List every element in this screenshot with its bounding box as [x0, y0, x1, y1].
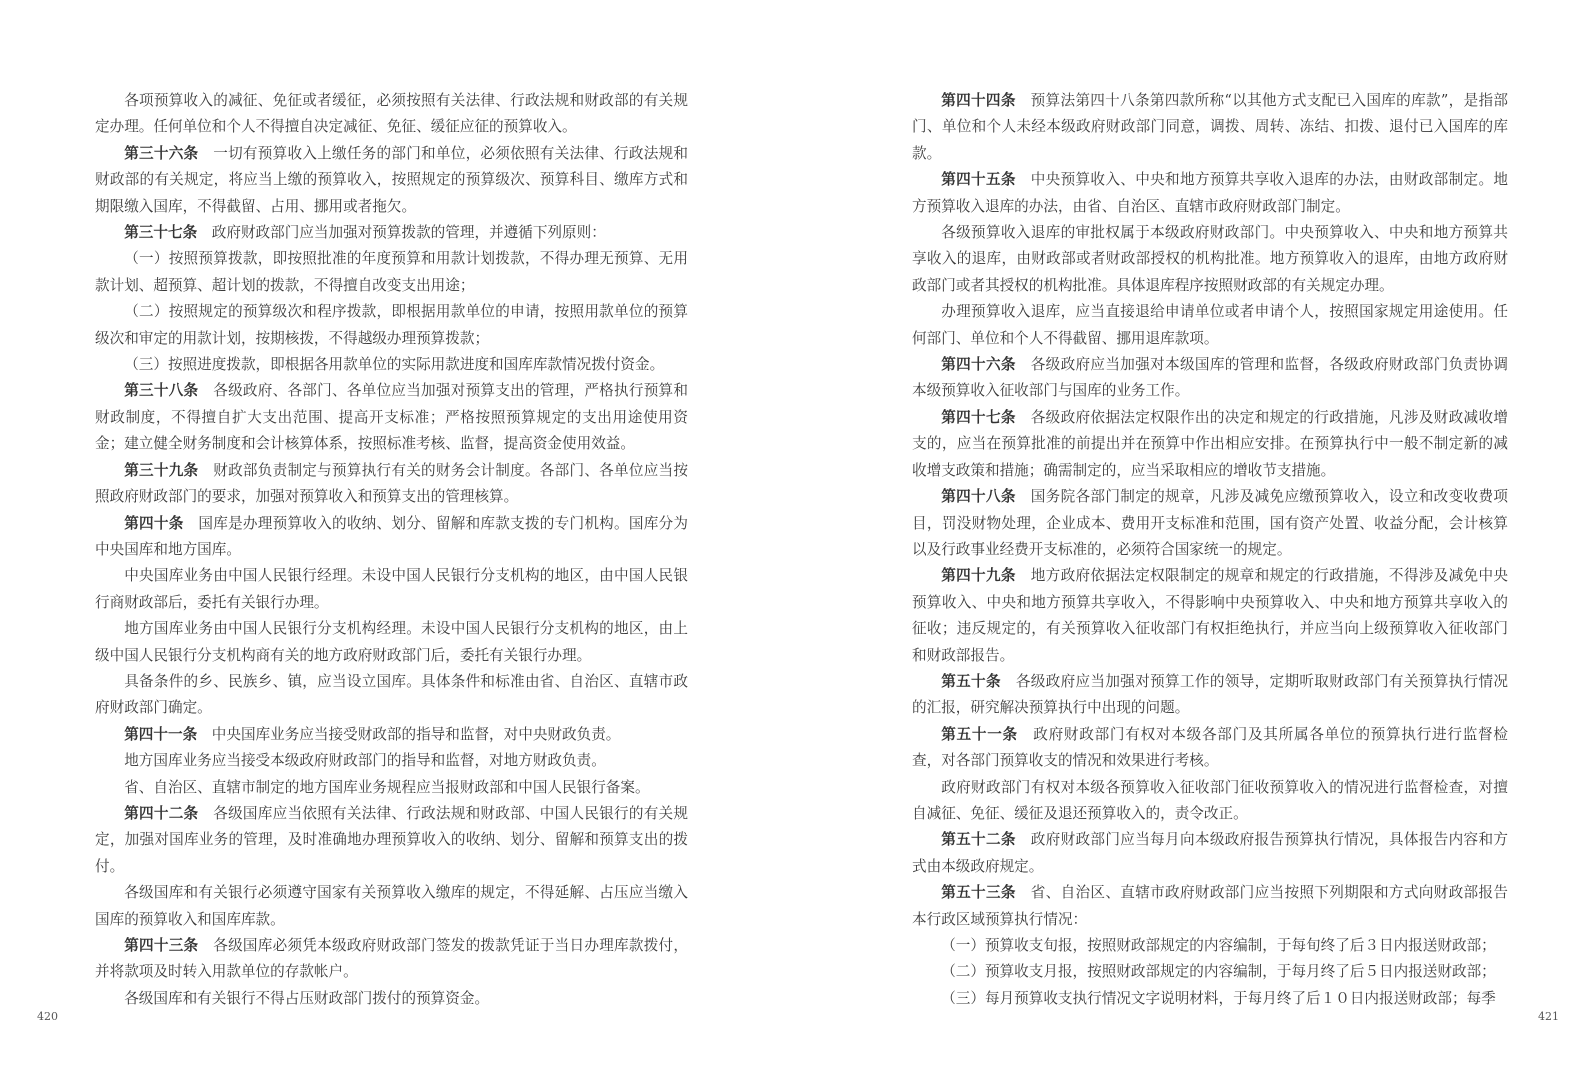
paragraph: [95, 722, 688, 748]
paragraph-text: 省、自治区、直辖市政府财政部门应当按照下列期限和方式向财政部报告本行政区域预算执行情况：: [912, 884, 1508, 928]
paragraph: [912, 880, 1508, 933]
paragraph-text: 具备条件的乡、民族乡、镇，应当设立国库。具体条件和标准由省、自治区、直辖市政府财政部门确定。: [95, 672, 688, 717]
article-number: 第四十九条: [941, 567, 1016, 585]
right-page-number: 421: [1538, 1010, 1559, 1023]
paragraph: [95, 986, 688, 1012]
paragraph: [95, 933, 688, 986]
article-number: 第四十四条: [941, 92, 1016, 109]
paragraph: [95, 511, 688, 564]
paragraph: [912, 167, 1508, 220]
paragraph-text: 各级政府依据法定权限作出的决定和规定的行政措施，凡涉及财政减收增支的，应当在预算批准的前提出并在预算中作出相应安排。在预算执行中一般不制定新的减收增支政策和措施；确需制定的，应当采取相应的增收节支措施。: [912, 408, 1508, 479]
paragraph: [95, 246, 688, 299]
paragraph: [912, 405, 1508, 484]
paragraph-text: 中央国库业务应当接受财政部的指导和监督，对中央财政负责。: [211, 725, 621, 743]
paragraph: [95, 220, 688, 246]
paragraph-text: 国务院各部门制定的规章，凡涉及减免应缴预算收入，设立和改变收费项目，罚没财物处理，企业成本、费用开支标准和范围，国有资产处置、收益分配，会计核算以及行政事业经费开支标准的，必须符合国家统一的规定。: [912, 488, 1508, 558]
right-page: [793, 0, 1587, 1077]
paragraph-text: （一）预算收支旬报，按照财政部规定的内容编制，于每旬终了后３日内报送财政部；: [941, 937, 1496, 954]
paragraph-text: 各级国库和有关银行必须遵守国家有关预算收入缴库的规定，不得延解、占压应当缴入国库的预算收入和国库库款。: [95, 884, 688, 928]
paragraph: [95, 669, 688, 722]
paragraph-text: 政府财政部门应当每月向本级政府报告预算执行情况，具体报告内容和方式由本级政府规定。: [912, 831, 1508, 875]
paragraph: [912, 220, 1508, 299]
paragraph: [95, 563, 688, 616]
paragraph-text: 各级国库必须凭本级政府财政部门签发的拨款凭证于当日办理库款拨付，并将款项及时转入用款单位的存款帐户。: [95, 937, 688, 981]
paragraph-text: （二）按照规定的预算级次和程序拨款，即根据用款单位的申请，按照用款单位的预算级次和审定的用款计划，按期核拨，不得越级办理预算拨款；: [95, 303, 688, 347]
paragraph: [912, 88, 1508, 167]
paragraph: [912, 933, 1508, 959]
paragraph-text: 各级政府、各部门、各单位应当加强对预算支出的管理，严格执行预算和财政制度，不得擅自扩大支出范围、提高开支标准；严格按照预算规定的支出用途使用资金；建立健全财务制度和会计核算体系，按照标准考核、监督，提高资金使用效益。: [95, 382, 688, 453]
article-number: 第三十七条: [124, 224, 198, 242]
left-page-number: 420: [37, 1010, 58, 1023]
paragraph-text: 各级国库和有关银行不得占压财政部门拨付的预算资金。: [124, 989, 490, 1007]
article-number: 第四十条: [124, 514, 184, 532]
paragraph-text: 预算法第四十八条第四款所称“以其他方式支配已入国库的库款”，是指部门、单位和个人未经本级政府财政部门同意，调拨、周转、冻结、扣拨、退付已入国库的库款。: [912, 92, 1508, 162]
article-number: 第四十一条: [124, 725, 198, 743]
paragraph-text: 省、自治区、直辖市制定的地方国库业务规程应当报财政部和中国人民银行备案。: [124, 778, 650, 796]
paragraph: [912, 775, 1508, 828]
article-number: 第三十八条: [124, 382, 199, 400]
paragraph: [912, 722, 1508, 775]
right-page-body: [912, 88, 1508, 1012]
paragraph-text: 各级政府应当加强对预算工作的领导，定期听取财政部门有关预算执行情况的汇报，研究解决预算执行中出现的问题。: [912, 672, 1508, 717]
paragraph: [95, 378, 688, 457]
paragraph: [95, 88, 688, 141]
paragraph-text: （二）预算收支月报，按照财政部规定的内容编制，于每月终了后５日内报送财政部；: [941, 963, 1496, 981]
article-number: 第四十八条: [941, 488, 1016, 506]
paragraph-text: （一）按照预算拨款，即按照批准的年度预算和用款计划拨款，不得办理无预算、无用款计划、超预算、超计划的拨款，不得擅自改变支出用途；: [95, 250, 688, 294]
article-number: 第五十三条: [941, 884, 1016, 902]
paragraph-text: 地方国库业务应当接受本级政府财政部门的指导和监督，对地方财政负责。: [124, 752, 606, 770]
paragraph: [912, 352, 1508, 405]
paragraph-text: 办理预算收入退库，应当直接退给申请单位或者申请个人，按照国家规定用途使用。任何部门、单位和个人不得截留、挪用退库款项。: [912, 303, 1508, 347]
paragraph-text: 一切有预算收入上缴任务的部门和单位，必须依照有关法律、行政法规和财政部的有关规定，将应当上缴的预算收入，按照规定的预算级次、预算科目、缴库方式和期限缴入国库，不得截留、占用、挪用或者拖欠。: [95, 144, 688, 215]
paragraph: [95, 880, 688, 933]
paragraph-text: 政府财政部门有权对本级各预算收入征收部门征收预算收入的情况进行监督检查，对擅自减征、免征、缓征及退还预算收入的，责令改正。: [912, 778, 1508, 822]
article-number: 第五十条: [941, 672, 1001, 690]
paragraph-text: 各级国库应当依照有关法律、行政法规和财政部、中国人民银行的有关规定，加强对国库业务的管理，及时准确地办理预算收入的收纳、划分、留解和预算支出的拨付。: [95, 804, 688, 875]
article-number: 第五十一条: [941, 725, 1018, 743]
paragraph-text: 各级政府应当加强对本级国库的管理和监督，各级政府财政部门负责协调本级预算收入征收部门与国库的业务工作。: [912, 356, 1508, 400]
paragraph: [912, 484, 1508, 563]
paragraph: [912, 299, 1508, 352]
article-number: 第四十二条: [124, 804, 199, 822]
paragraph-text: 中央预算收入、中央和地方预算共享收入退库的办法，由财政部制定。地方预算收入退库的办法，由省、自治区、直辖市政府财政部门制定。: [912, 171, 1508, 215]
paragraph: [95, 616, 688, 669]
article-number: 第四十六条: [941, 356, 1016, 374]
paragraph-text: 各级预算收入退库的审批权属于本级政府财政部门。中央预算收入、中央和地方预算共享收入的退库，由财政部或者财政部授权的机构批准。地方预算收入的退库，由地方政府财政部门或者其授权的机构批准。具体退库程序按照财政部的有关规定办理。: [912, 224, 1508, 294]
article-number: 第四十五条: [941, 171, 1016, 189]
paragraph: [95, 352, 688, 378]
left-page: [0, 0, 793, 1077]
paragraph: [95, 801, 688, 880]
paragraph-text: 中央国库业务由中国人民银行经理。未设中国人民银行分支机构的地区，由中国人民银行商财政部后，委托有关银行办理。: [95, 567, 688, 611]
paragraph-text: 政府财政部门有权对本级各部门及其所属各单位的预算执行进行监督检查，对各部门预算收支的情况和效果进行考核。: [912, 725, 1508, 770]
paragraph-text: 政府财政部门应当加强对预算拨款的管理，并遵循下列原则：: [211, 224, 606, 242]
paragraph-text: 国库是办理预算收入的收纳、划分、留解和库款支拨的专门机构。国库分为中央国库和地方国库。: [95, 514, 688, 558]
paragraph: [912, 986, 1508, 1012]
article-number: 第三十九条: [124, 461, 199, 479]
article-number: 第四十三条: [124, 937, 199, 954]
paragraph-text: 财政部负责制定与预算执行有关的财务会计制度。各部门、各单位应当按照政府财政部门的要求，加强对预算收入和预算支出的管理核算。: [95, 461, 688, 506]
paragraph-text: 地方国库业务由中国人民银行分支机构经理。未设中国人民银行分支机构的地区，由上级中国人民银行分支机构商有关的地方政府财政部门后，委托有关银行办理。: [95, 620, 688, 664]
paragraph: [95, 141, 688, 220]
article-number: 第三十六条: [124, 144, 199, 162]
paragraph: [912, 669, 1508, 722]
article-number: 第五十二条: [941, 831, 1016, 849]
paragraph: [95, 748, 688, 774]
paragraph: [95, 775, 688, 801]
paragraph: [95, 299, 688, 352]
paragraph: [912, 959, 1508, 985]
article-number: 第四十七条: [941, 408, 1016, 426]
left-page-body: [95, 88, 688, 1012]
paragraph-text: 各项预算收入的减征、免征或者缓征，必须按照有关法律、行政法规和财政部的有关规定办理。任何单位和个人不得擅自决定减征、免征、缓征应征的预算收入。: [95, 92, 688, 136]
paragraph-text: 地方政府依据法定权限制定的规章和规定的行政措施，不得涉及减免中央预算收入、中央和地方预算共享收入，不得影响中央预算收入、中央和地方预算共享收入的征收；违反规定的，有关预算收入征收部门有权拒绝执行，并应当向上级预算收入征收部门和财政部报告。: [912, 567, 1508, 664]
paragraph: [912, 563, 1508, 669]
paragraph-text: （三）每月预算收支执行情况文字说明材料，于每月终了后１０日内报送财政部；每季: [941, 989, 1496, 1007]
paragraph: [912, 827, 1508, 880]
paragraph-text: （三）按照进度拨款，即根据各用款单位的实际用款进度和国库库款情况拨付资金。: [124, 356, 665, 374]
paragraph: [95, 458, 688, 511]
